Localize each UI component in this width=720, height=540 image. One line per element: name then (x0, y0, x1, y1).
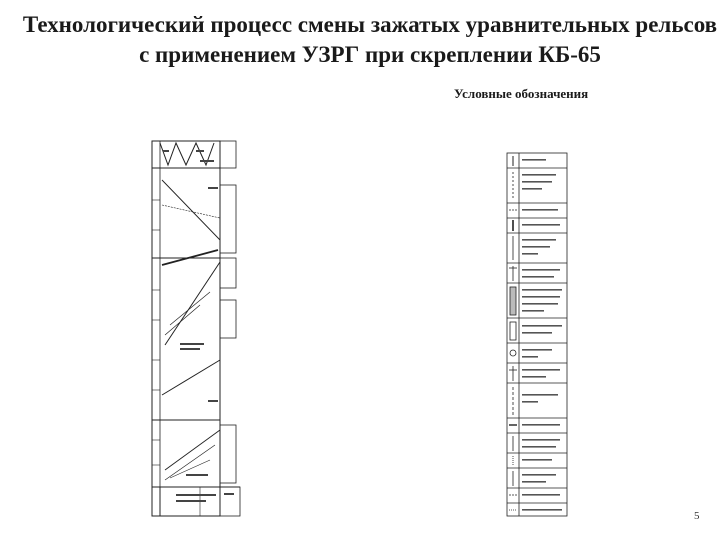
page-number: 5 (694, 510, 700, 522)
slide-title: Технологический процесс смены зажатых уравнительных рельсов с применением УЗРГ при скреплении КБ-65 (22, 12, 718, 67)
legend-title: Условные обозначения (454, 86, 589, 101)
